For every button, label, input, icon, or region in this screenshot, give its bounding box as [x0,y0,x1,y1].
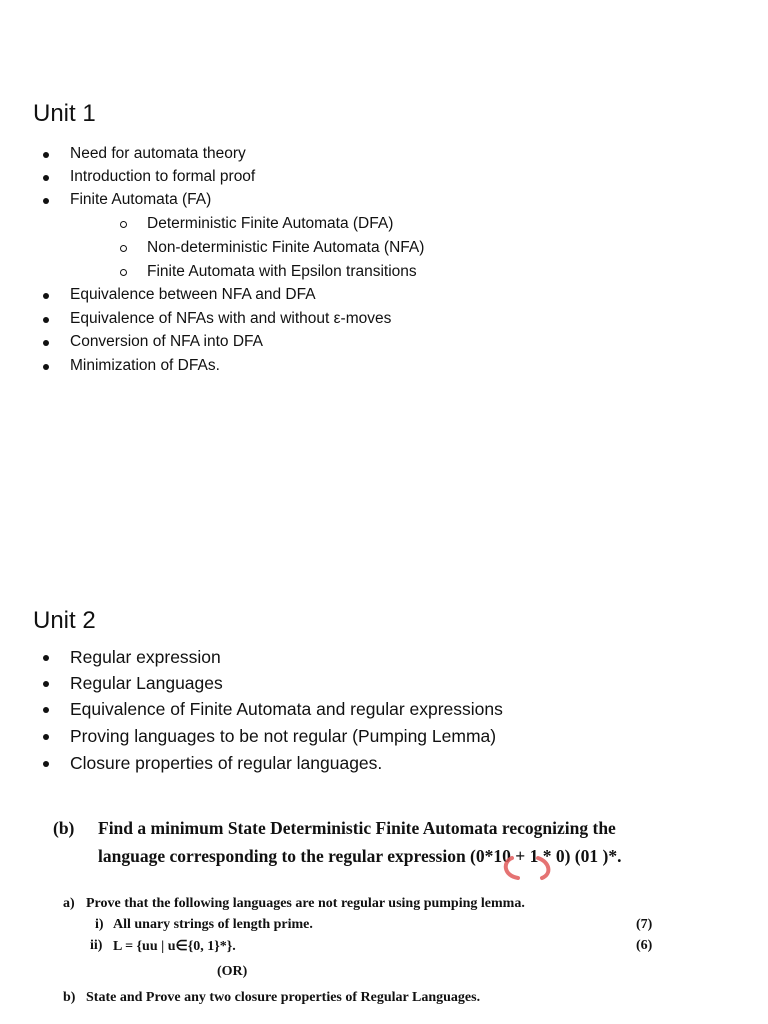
bullet-icon [43,317,49,323]
or-separator: (OR) [217,964,248,979]
question-b2-text: State and Prove any two closure properties of Regular Languages. [86,990,481,1005]
list-item: Minimization of DFAs. [70,357,220,375]
bullet-icon [43,175,49,181]
circle-bullet-icon [120,269,127,276]
unit2-title: Unit 2 [33,607,96,634]
bullet-icon [43,293,49,299]
question-b-label: (b) [53,818,75,838]
circle-bullet-icon [120,221,127,228]
bullet-icon [43,734,49,740]
question-a-sub1-text: All unary strings of length prime. [113,917,313,932]
question-b-line2: language corresponding to the regular expression (0*10 + 1 * 0) (01 )*. [98,846,622,866]
bullet-icon [43,198,49,204]
list-item: Equivalence of NFAs with and without ε-moves [70,310,391,328]
circle-bullet-icon [120,245,127,252]
question-a-sub2-marks: (6) [636,938,653,953]
question-b-text [98,814,718,870]
list-item: Proving languages to be not regular (Pumping Lemma) [70,726,496,747]
question-a-label: a) [63,896,75,911]
bullet-icon [43,761,49,767]
list-item: Need for automata theory [70,145,246,163]
list-item: Equivalence between NFA and DFA [70,286,316,304]
bullet-icon [43,681,49,687]
question-b2-label: b) [63,990,76,1005]
bullet-icon [43,152,49,158]
list-item: Regular expression [70,647,221,668]
bullet-icon [43,364,49,370]
bullet-icon [43,340,49,346]
list-item: Finite Automata (FA) [70,191,211,209]
list-item: Regular Languages [70,673,223,694]
question-a-sub2-text: L = {uu | u∈{0, 1}*}. [113,939,236,954]
bullet-icon [43,707,49,713]
list-item: Closure properties of regular languages. [70,753,382,774]
bullet-icon [43,655,49,661]
list-subitem: Non-deterministic Finite Automata (NFA) [147,239,424,257]
list-subitem: Deterministic Finite Automata (DFA) [147,215,393,233]
question-a-text: Prove that the following languages are not regular using pumping lemma. [86,896,525,911]
list-item: Introduction to formal proof [70,168,255,186]
handwritten-annotation-icon [498,848,562,882]
unit1-title: Unit 1 [33,100,96,127]
list-item: Equivalence of Finite Automata and regular expressions [70,699,503,720]
list-subitem: Finite Automata with Epsilon transitions [147,263,417,281]
question-a-sub1-marks: (7) [636,917,653,932]
question-a-sub1-label: i) [95,917,104,932]
question-a-sub2-label: ii) [90,938,103,953]
question-b-line1: Find a minimum State Deterministic Finite Automata recognizing the [98,818,616,838]
list-item: Conversion of NFA into DFA [70,333,263,351]
